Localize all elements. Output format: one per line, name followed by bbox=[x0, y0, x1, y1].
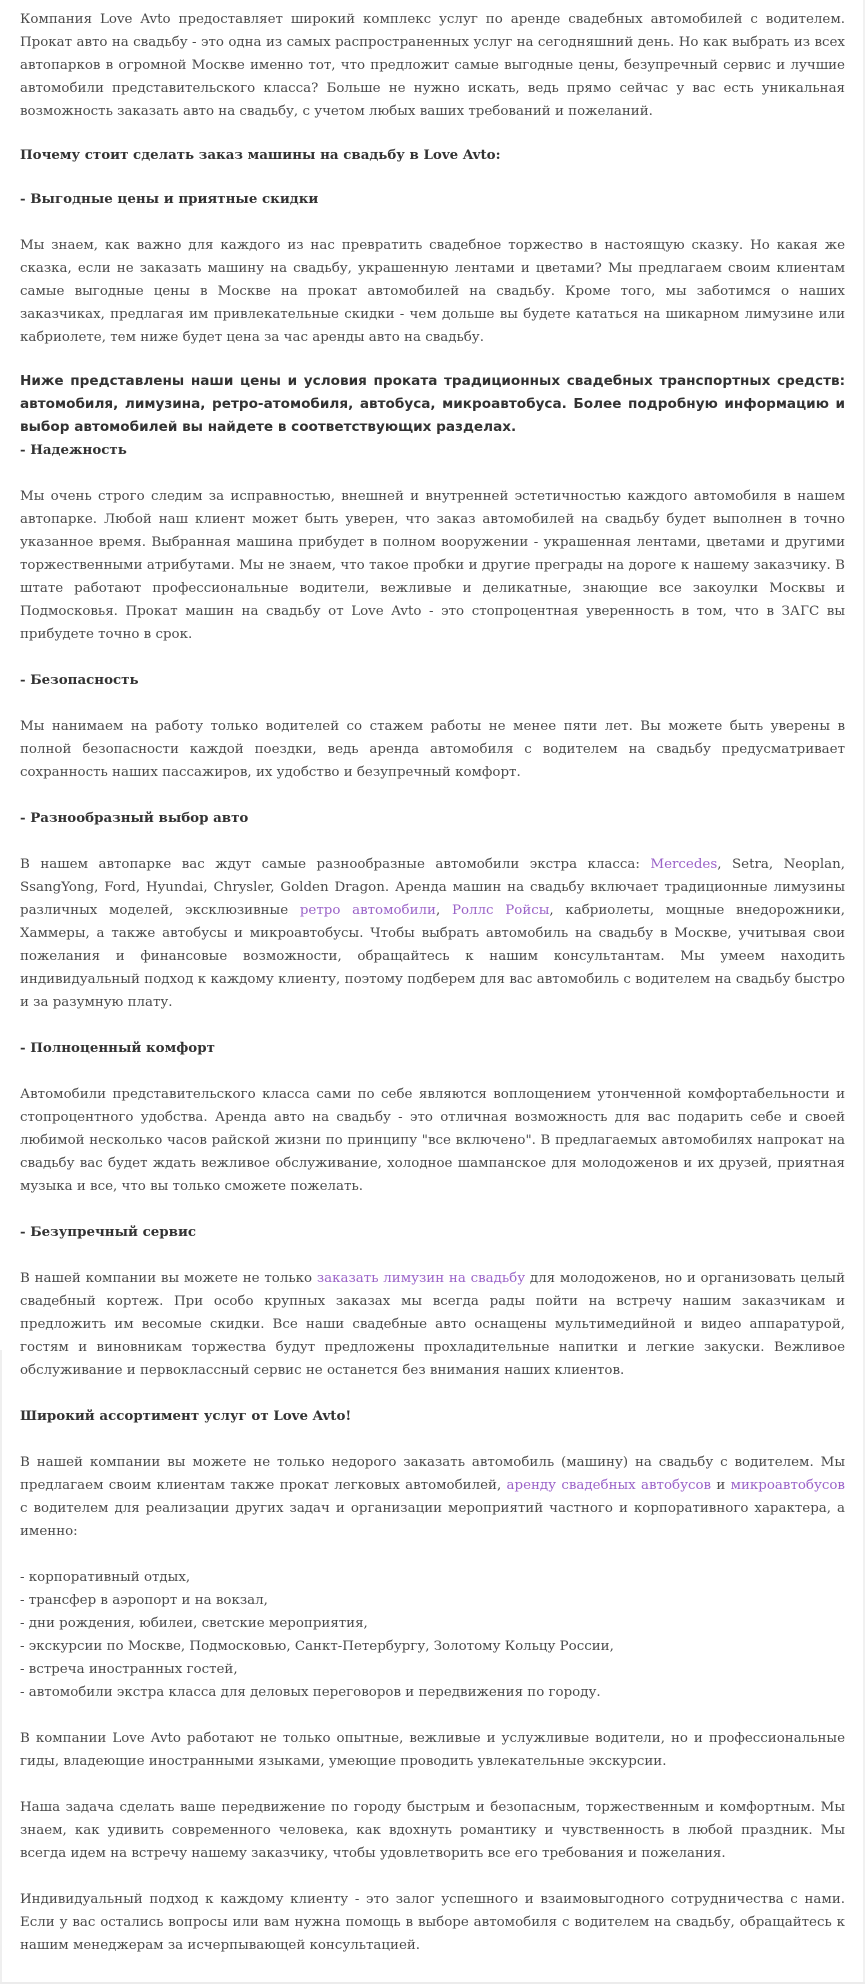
choice-text-1: В нашем автопарке вас ждут самые разнообразные автомобили экстра класса: bbox=[20, 857, 651, 872]
minibuses-link[interactable]: микроавтобусов bbox=[730, 1478, 845, 1493]
list-item: - встреча иностранных гостей, bbox=[20, 1662, 238, 1677]
why-heading: Почему стоит сделать заказ машины на свадьбу в Love Avto: bbox=[20, 147, 501, 163]
assortment-heading: Широкий ассортимент услуг от Love Avto! bbox=[20, 1408, 352, 1424]
services-list bbox=[20, 1566, 845, 1704]
intro-paragraph: Компания Love Avto предоставляет широкий комплекс услуг по аренде свадебных автомобилей с водителем. Прокат авто на свадьбу - это одна из самых распространенных услуг на сегодняшний день. Но как выбрать из всех автопарков в огромной Москве именно тот, что предложит самые выгодные цены, безупречный сервис и лучшие автомобили представительского класса? Больше не нужно искать, ведь прямо сейчас у вас есть уникальная возможность заказать авто на свадьбу, с учетом любых ваших требований и пожеланий. bbox=[20, 12, 845, 119]
drivers-paragraph: В компании Love Avto работают не только опытные, вежливые и услужливые водители, но и профессиональные гиды, владеющие иностранными языками, умеющие проводить увлекательные экскурсии. bbox=[20, 1731, 845, 1769]
list-item: - дни рождения, юбилеи, светские мероприятия, bbox=[20, 1616, 368, 1631]
service-text-1: В нашей компании вы можете не только bbox=[20, 1271, 317, 1286]
approach-paragraph: Индивидуальный подход к каждому клиенту - это залог успешного и взаимовыгодного сотрудничества с нами. Если у вас остались вопросы или вам нужна помощь в выборе автомобиля с водителем на свадьбу, обращайтесь к нашим менеджерам за исчерпывающей консультацией. bbox=[20, 1892, 845, 1953]
list-item: - автомобили экстра класса для деловых переговоров и передвижения по городу. bbox=[20, 1685, 601, 1700]
choice-text-4: , кабриолеты, мощные внедорожники, Хаммеры, а также автобусы и микроавтобусы. Чтобы выбрать автомобиль на свадьбу в Москве, учитывая свои пожелания и финансовые возможности, обращайтесь к нашим консультантам. Мы умеем находить индивидуальный подход к каждому клиенту, поэтому подберем для вас автомобиль с водителем на свадьбу быстро и за разумную плату. bbox=[20, 903, 845, 1010]
safety-paragraph: Мы нанимаем на работу только водителей со стажем работы не менее пяти лет. Вы можете быть уверены в полной безопасности каждой поездки, ведь аренда автомобиля с водителем на свадьбу предусматривает сохранность наших пассажиров, их удобство и безупречный комфорт. bbox=[20, 719, 845, 780]
service-heading: - Безупречный сервис bbox=[20, 1224, 197, 1240]
mercedes-link[interactable]: Mercedes bbox=[650, 857, 718, 872]
prices-paragraph: Мы знаем, как важно для каждого из нас превратить свадебное торжество в настоящую сказку. Но какая же сказка, если не заказать машину на свадьбу, украшенную лентами и цветами? Мы предлагаем своим клиентам самые выгодные цены в Москве на прокат автомобилей на свадьбу. Кроме того, мы заботимся о наших заказчиках, предлагая им привлекательные скидки - чем дольше вы будете кататься на шикарном лимузине или кабриолете, тем ниже будет цена за час аренды авто на свадьбу. bbox=[20, 238, 845, 345]
order-limousine-link[interactable]: заказать лимузин на свадьбу bbox=[316, 1271, 526, 1286]
assortment-text-2: и bbox=[711, 1478, 731, 1493]
rolls-royce-link[interactable]: Роллс Ройсы bbox=[451, 903, 550, 918]
wedding-buses-link[interactable]: аренду свадебных автобусов bbox=[506, 1478, 712, 1493]
assortment-paragraph bbox=[20, 1451, 845, 1543]
task-paragraph: Наша задача сделать ваше передвижение по городу быстрым и безопасным, торжественным и комфортным. Мы знаем, как удивить современного человека, как вдохнуть романтику и чувственность в любой праздник. Мы всегда идем на встречу нашему заказчику, чтобы удовлетворить все его требования и пожелания. bbox=[20, 1800, 845, 1861]
service-paragraph bbox=[20, 1267, 845, 1382]
choice-heading: - Разнообразный выбор авто bbox=[20, 810, 249, 826]
reliability-heading: - Надежность bbox=[20, 442, 127, 458]
safety-heading: - Безопасность bbox=[20, 672, 139, 688]
prices-note: Ниже представлены наши цены и условия проката традиционных свадебных транспортных средств: автомобиля, лимузина, ретро-атомобиля, автобуса, микроавтобуса. Более подробную информацию и выбор автомобилей вы найдете в соответствующих разделах. bbox=[20, 373, 845, 435]
comfort-paragraph: Автомобили представительского класса сами по себе являются воплощением утонченной комфортабельности и стопроцентного удобства. Аренда авто на свадьбу - это отличная возможность для вас подарить себе и своей любимой несколько часов райской жизни по принципу "все включено". В предлагаемых автомобилях напрокат на свадьбу вас будет ждать вежливое обслуживание, холодное шампанское для молодоженов и их друзей, приятная музыка и все, что вы только сможете пожелать. bbox=[20, 1087, 845, 1194]
service-text-2: для молодоженов, но и организовать целый свадебный кортеж. При особо крупных заказах мы всегда рады пойти на встречу нашим заказчикам и предложить им весомые скидки. Все наши свадебные авто оснащены мультимедийной и видео аппаратурой, гостям и виновникам торжества будут предложены прохладительные напитки и легкие закуски. Вежливое обслуживание и первоклассный сервис не останется без внимания наших клиентов. bbox=[20, 1271, 845, 1378]
assortment-text-1: В нашей компании вы можете не только недорого заказать автомобиль (машину) на свадьбу с водителем. Мы предлагаем своим клиентам также прокат легковых автомобилей, bbox=[20, 1455, 845, 1493]
choice-text-2: , Setra, Neoplan, SsangYong, Ford, Hyundai, Chrysler, Golden Dragon. Аренда машин на свадьбу включает традиционные лимузины различных моделей, эксклюзивные bbox=[20, 857, 845, 918]
reliability-paragraph: Мы очень строго следим за исправностью, внешней и внутренней эстетичностью каждого автомобиля в нашем автопарке. Любой наш клиент может быть уверен, что заказ автомобилей на свадьбу будет выполнен в точно указанное время. Выбранная машина прибудет в полном вооружении - украшенная лентами, цветами и другими торжественными атрибутами. Мы не знаем, что такое пробки и другие преграды на дороге к нашему заказчику. В штате работают профессиональные водители, вежливые и деликатные, знающие все закоулки Москвы и Подмосковья. Прокат машин на свадьбу от Love Avto - это стопроцентная уверенность в том, что в ЗАГС вы прибудете точно в срок. bbox=[20, 489, 845, 642]
comfort-heading: - Полноценный комфорт bbox=[20, 1040, 215, 1056]
left-edge-divider bbox=[0, 1350, 2, 1984]
retro-cars-link[interactable]: ретро автомобили bbox=[299, 903, 436, 918]
list-item: - экскурсии по Москве, Подмосковью, Санкт-Петербургу, Золотому Кольцу России, bbox=[20, 1639, 614, 1654]
assortment-text-3: с водителем для реализации других задач и организации мероприятий частного и корпоративного характера, а именно: bbox=[20, 1501, 845, 1539]
choice-text-3: , bbox=[435, 903, 452, 918]
list-item: - корпоративный отдых, bbox=[20, 1570, 191, 1585]
choice-paragraph bbox=[20, 853, 845, 1014]
list-item: - трансфер в аэропорт и на вокзал, bbox=[20, 1593, 268, 1608]
prices-heading: - Выгодные цены и приятные скидки bbox=[20, 191, 319, 207]
